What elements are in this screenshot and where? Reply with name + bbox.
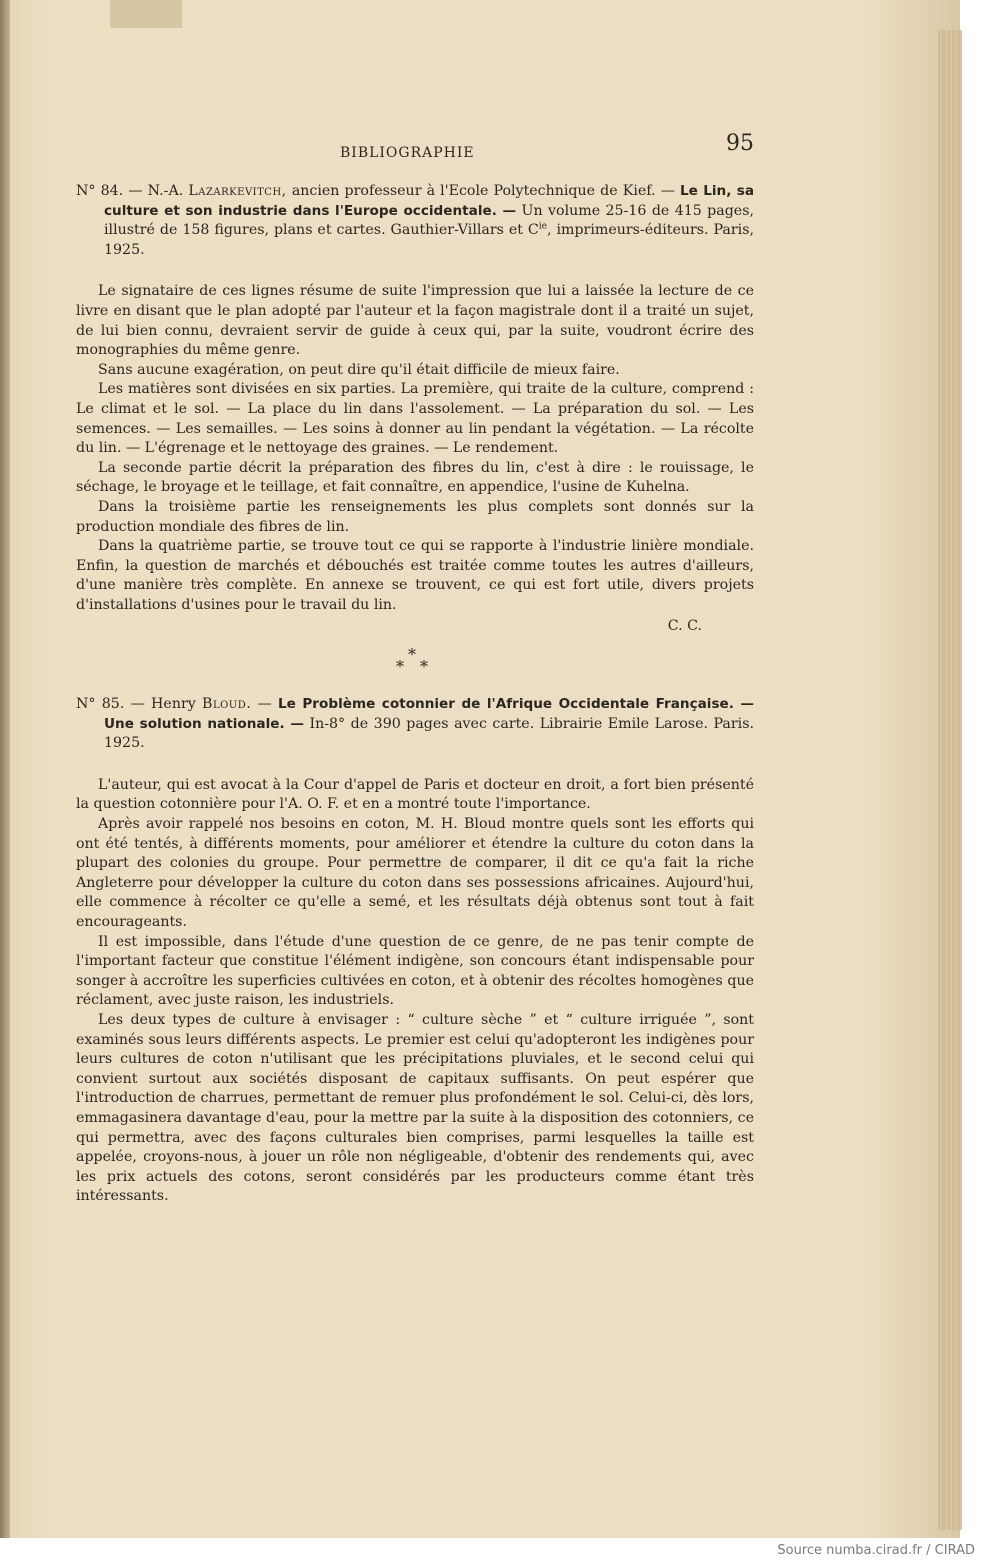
entry-85-review	[76, 776, 754, 1207]
review-paragraph: Sans aucune exagération, on peut dire qu'il était difficile de mieux faire.	[98, 361, 620, 378]
entry-84-review	[76, 282, 754, 637]
entry-84-affiliation: ancien professeur à l'Ecole Polytechnique de Kief.	[291, 183, 656, 199]
entry-85-author-first: Henry	[151, 696, 196, 713]
review-paragraph: Après avoir rappelé nos besoins en coton, M. H. Bloud montre quels sont les efforts qui ont été tentés, à différents moments, pour améliorer et étendre la culture du coton dans la plupart des colonies du groupe. Pour permettre de comparer, il dit ce qu'a fait la riche Angleterre pour développer la culture du coton dans ses possessions africaines. Aujourd'hui, elle commence à récolter ce qu'elle a semé, et les résultats déjà obtenus sont tout à fait encourageants.	[76, 816, 754, 930]
entry-84-dash: —	[128, 183, 143, 199]
asterism-star: *	[396, 657, 404, 677]
page-content	[76, 130, 754, 1207]
review-paragraph: Il est impossible, dans l'étude d'une question de ce genre, de ne pas tenir compte de l'important facteur que constitue l'élément indigène, son concours étant indispensable pour songer à accroître les superficies cultivées en coton, et à obtenir des récoltes homogènes que réclament, avec juste raison, les industriels.	[76, 933, 754, 1009]
entry-84	[76, 182, 754, 637]
entry-84-initials: N.-A.	[147, 183, 184, 199]
entry-84-number: N° 84.	[76, 183, 124, 199]
review-paragraph: L'auteur, qui est avocat à la Cour d'appel de Paris et docteur en droit, a fort bien présenté la question cotonnière pour l'A. O. F. et en a montré toute l'importance.	[76, 776, 754, 813]
running-head	[76, 130, 754, 160]
entry-84-details-end: , imprimeurs-éditeurs. Paris, 1925.	[104, 222, 754, 258]
page-edges	[938, 30, 962, 1530]
review-paragraph: Dans la quatrième partie, se trouve tout ce qui se rapporte à l'industrie linière mondiale. Enfin, la question de marchés et débouchés est traitée comme toutes les autres d'ailleurs, d'une manière très complète. En annexe se trouvent, ce qui est fort utile, divers projets d'installations d'usines pour le travail du lin.	[76, 538, 754, 613]
asterism-separator	[76, 645, 754, 681]
reviewer-signature: C. C.	[667, 618, 702, 635]
review-paragraph: Les matières sont divisées en six parties. La première, qui traite de la culture, comprend : Le climat et le sol. — La place du lin dans l'assolement. — La préparation du sol. — Les semences. — Les semailles. — Les soins à donner au lin pendant la végétation. — La récolte du lin. — L'égrenage et le nettoyage des graines. — Le rendement.	[76, 381, 754, 457]
entry-84-details-sup: ie	[538, 221, 548, 232]
entry-85-author: Bloud.	[202, 696, 252, 713]
entry-85	[76, 695, 754, 1207]
entry-84-dash-2: —	[660, 183, 675, 199]
source-credit: Source numba.cirad.fr / CIRAD	[777, 1543, 975, 1558]
running-title: BIBLIOGRAPHIE	[340, 145, 475, 161]
entry-84-citation	[76, 182, 754, 260]
entry-85-title: Le Problème cotonnier de l'Afrique Occidentale Française. — Une solution nationale. —	[104, 696, 755, 732]
review-paragraph: Les deux types de culture à envisager : “ culture sèche ” et “ culture irriguée ”, sont examinés sous leurs différents aspects. Le premier est celui qu'adopteront les indigènes pour leurs cultures de coton n'utilisant que les précipitations pluviales, et le second celui qui convient surtout aux sociétés disposant de capitaux suffisants. On peut espérer que l'introduction de charrues, permettant de remuer plus profondément le sol. Celui-ci, dès lors, emmagasinera davantage d'eau, pour la mettre par la suite à la disposition des cotonniers, ce qui permettra, avec des façons culturales bien comprises, parmi lesquelles la taille est appelée, croyons-nous, à jouer un rôle non négligeable, d'obtenir des rendements qui, avec les prix actuels des cotons, seront considérés par les producteurs comme étant très intéressants.	[76, 1011, 754, 1205]
entry-85-citation	[76, 695, 754, 754]
entry-85-details: In-8° de 390 pages avec carte. Librairie Emile Larose. Paris. 1925.	[104, 715, 754, 752]
entry-85-dash: —	[130, 696, 145, 713]
entry-84-details: Un volume 25-16 de 415 pages, illustré de 158 figures, plans et cartes. Gauthier-Villars et C	[104, 202, 754, 239]
review-paragraph: Dans la troisième partie les renseignements les plus complets sont donnés sur la production mondiale des fibres de lin.	[76, 498, 754, 535]
asterism-star: *	[420, 657, 428, 677]
review-paragraph: Le signataire de ces lignes résume de suite l'impression que lui a laissée la lecture de ce livre en disant que le plan adopté par l'auteur et la façon magistrale dont il a traité un sujet, de lui bien connu, devraient servir de guide à ceux qui, par la suite, voudront écrire des monographies du même genre.	[76, 283, 754, 359]
asterism-star: *	[408, 645, 416, 665]
page-number: 95	[726, 131, 754, 156]
book-spine-shadow	[0, 0, 10, 1538]
entry-84-title: Le Lin, sa culture et son industrie dans l'Europe occidentale. —	[104, 183, 754, 219]
review-paragraph: La seconde partie décrit la préparation des fibres du lin, c'est à dire : le rouissage, le séchage, le broyage et le teillage, et fait connaître, en appendice, l'usine de Kuhelna.	[76, 459, 754, 496]
entry-85-number: N° 85.	[76, 696, 125, 713]
paper-tab	[110, 0, 182, 28]
entry-84-author: Lazarkevitch,	[188, 183, 287, 199]
entry-85-dash-2: —	[257, 696, 272, 713]
